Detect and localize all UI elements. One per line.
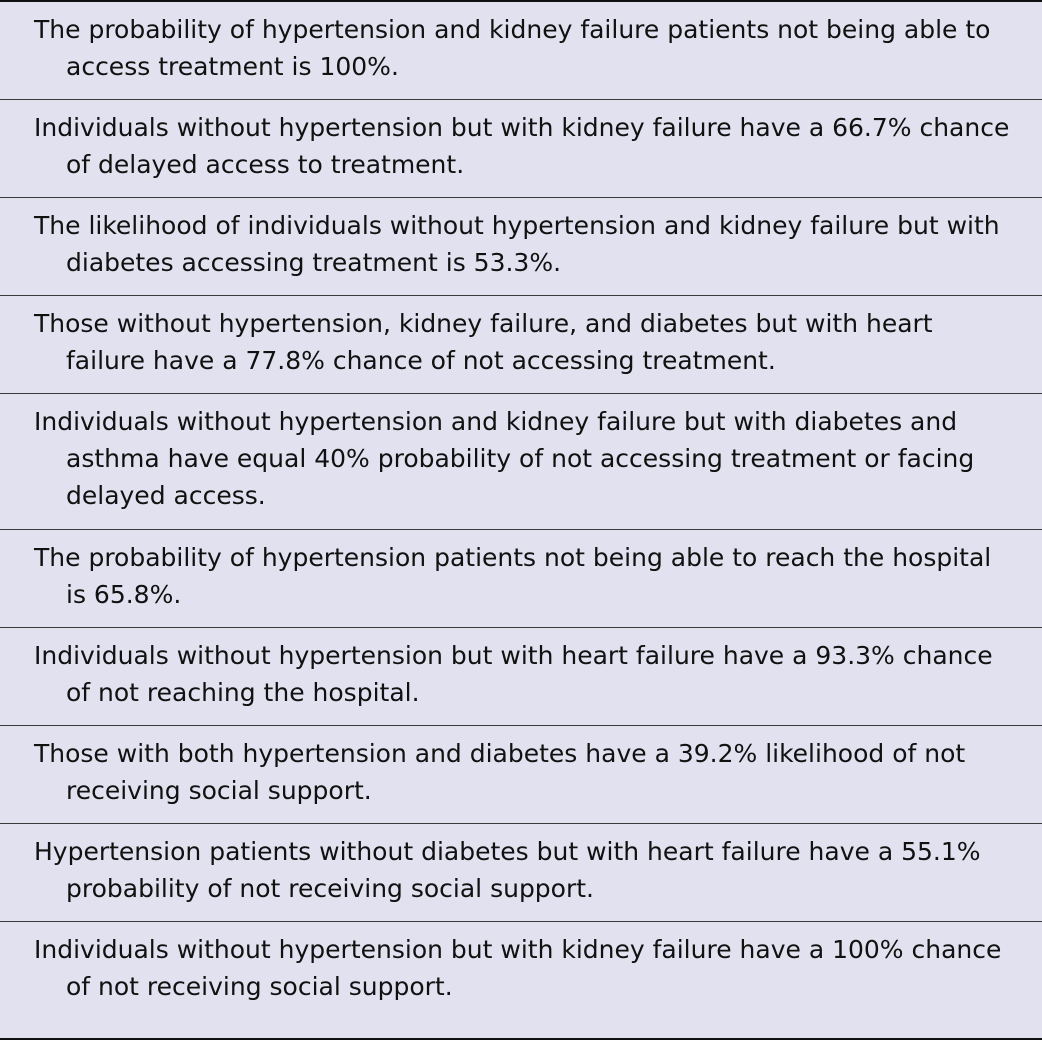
finding-row: The probability of hypertension patients not being able to reach the hospital is 65.8%. (0, 530, 1042, 628)
finding-row: Those without hypertension, kidney failure, and diabetes but with heart failure have a 77.8% chance of not accessing treatment. (0, 296, 1042, 394)
finding-row: Individuals without hypertension but with kidney failure have a 66.7% chance of delayed access to treatment. (0, 100, 1042, 198)
finding-row: The likelihood of individuals without hypertension and kidney failure but with diabetes accessing treatment is 53.3%. (0, 198, 1042, 296)
finding-row: Hypertension patients without diabetes but with heart failure have a 55.1% probability of not receiving social support. (0, 824, 1042, 922)
finding-row: Individuals without hypertension but with heart failure have a 93.3% chance of not reaching the hospital. (0, 628, 1042, 726)
finding-row: Those with both hypertension and diabetes have a 39.2% likelihood of not receiving social support. (0, 726, 1042, 824)
finding-row: Individuals without hypertension and kidney failure but with diabetes and asthma have equal 40% probability of not accessing treatment or facing delayed access. (0, 394, 1042, 530)
finding-row: The probability of hypertension and kidney failure patients not being able to access treatment is 100%. (0, 2, 1042, 100)
finding-row: Individuals without hypertension but with kidney failure have a 100% chance of not receiving social support. (34, 935, 1002, 1001)
